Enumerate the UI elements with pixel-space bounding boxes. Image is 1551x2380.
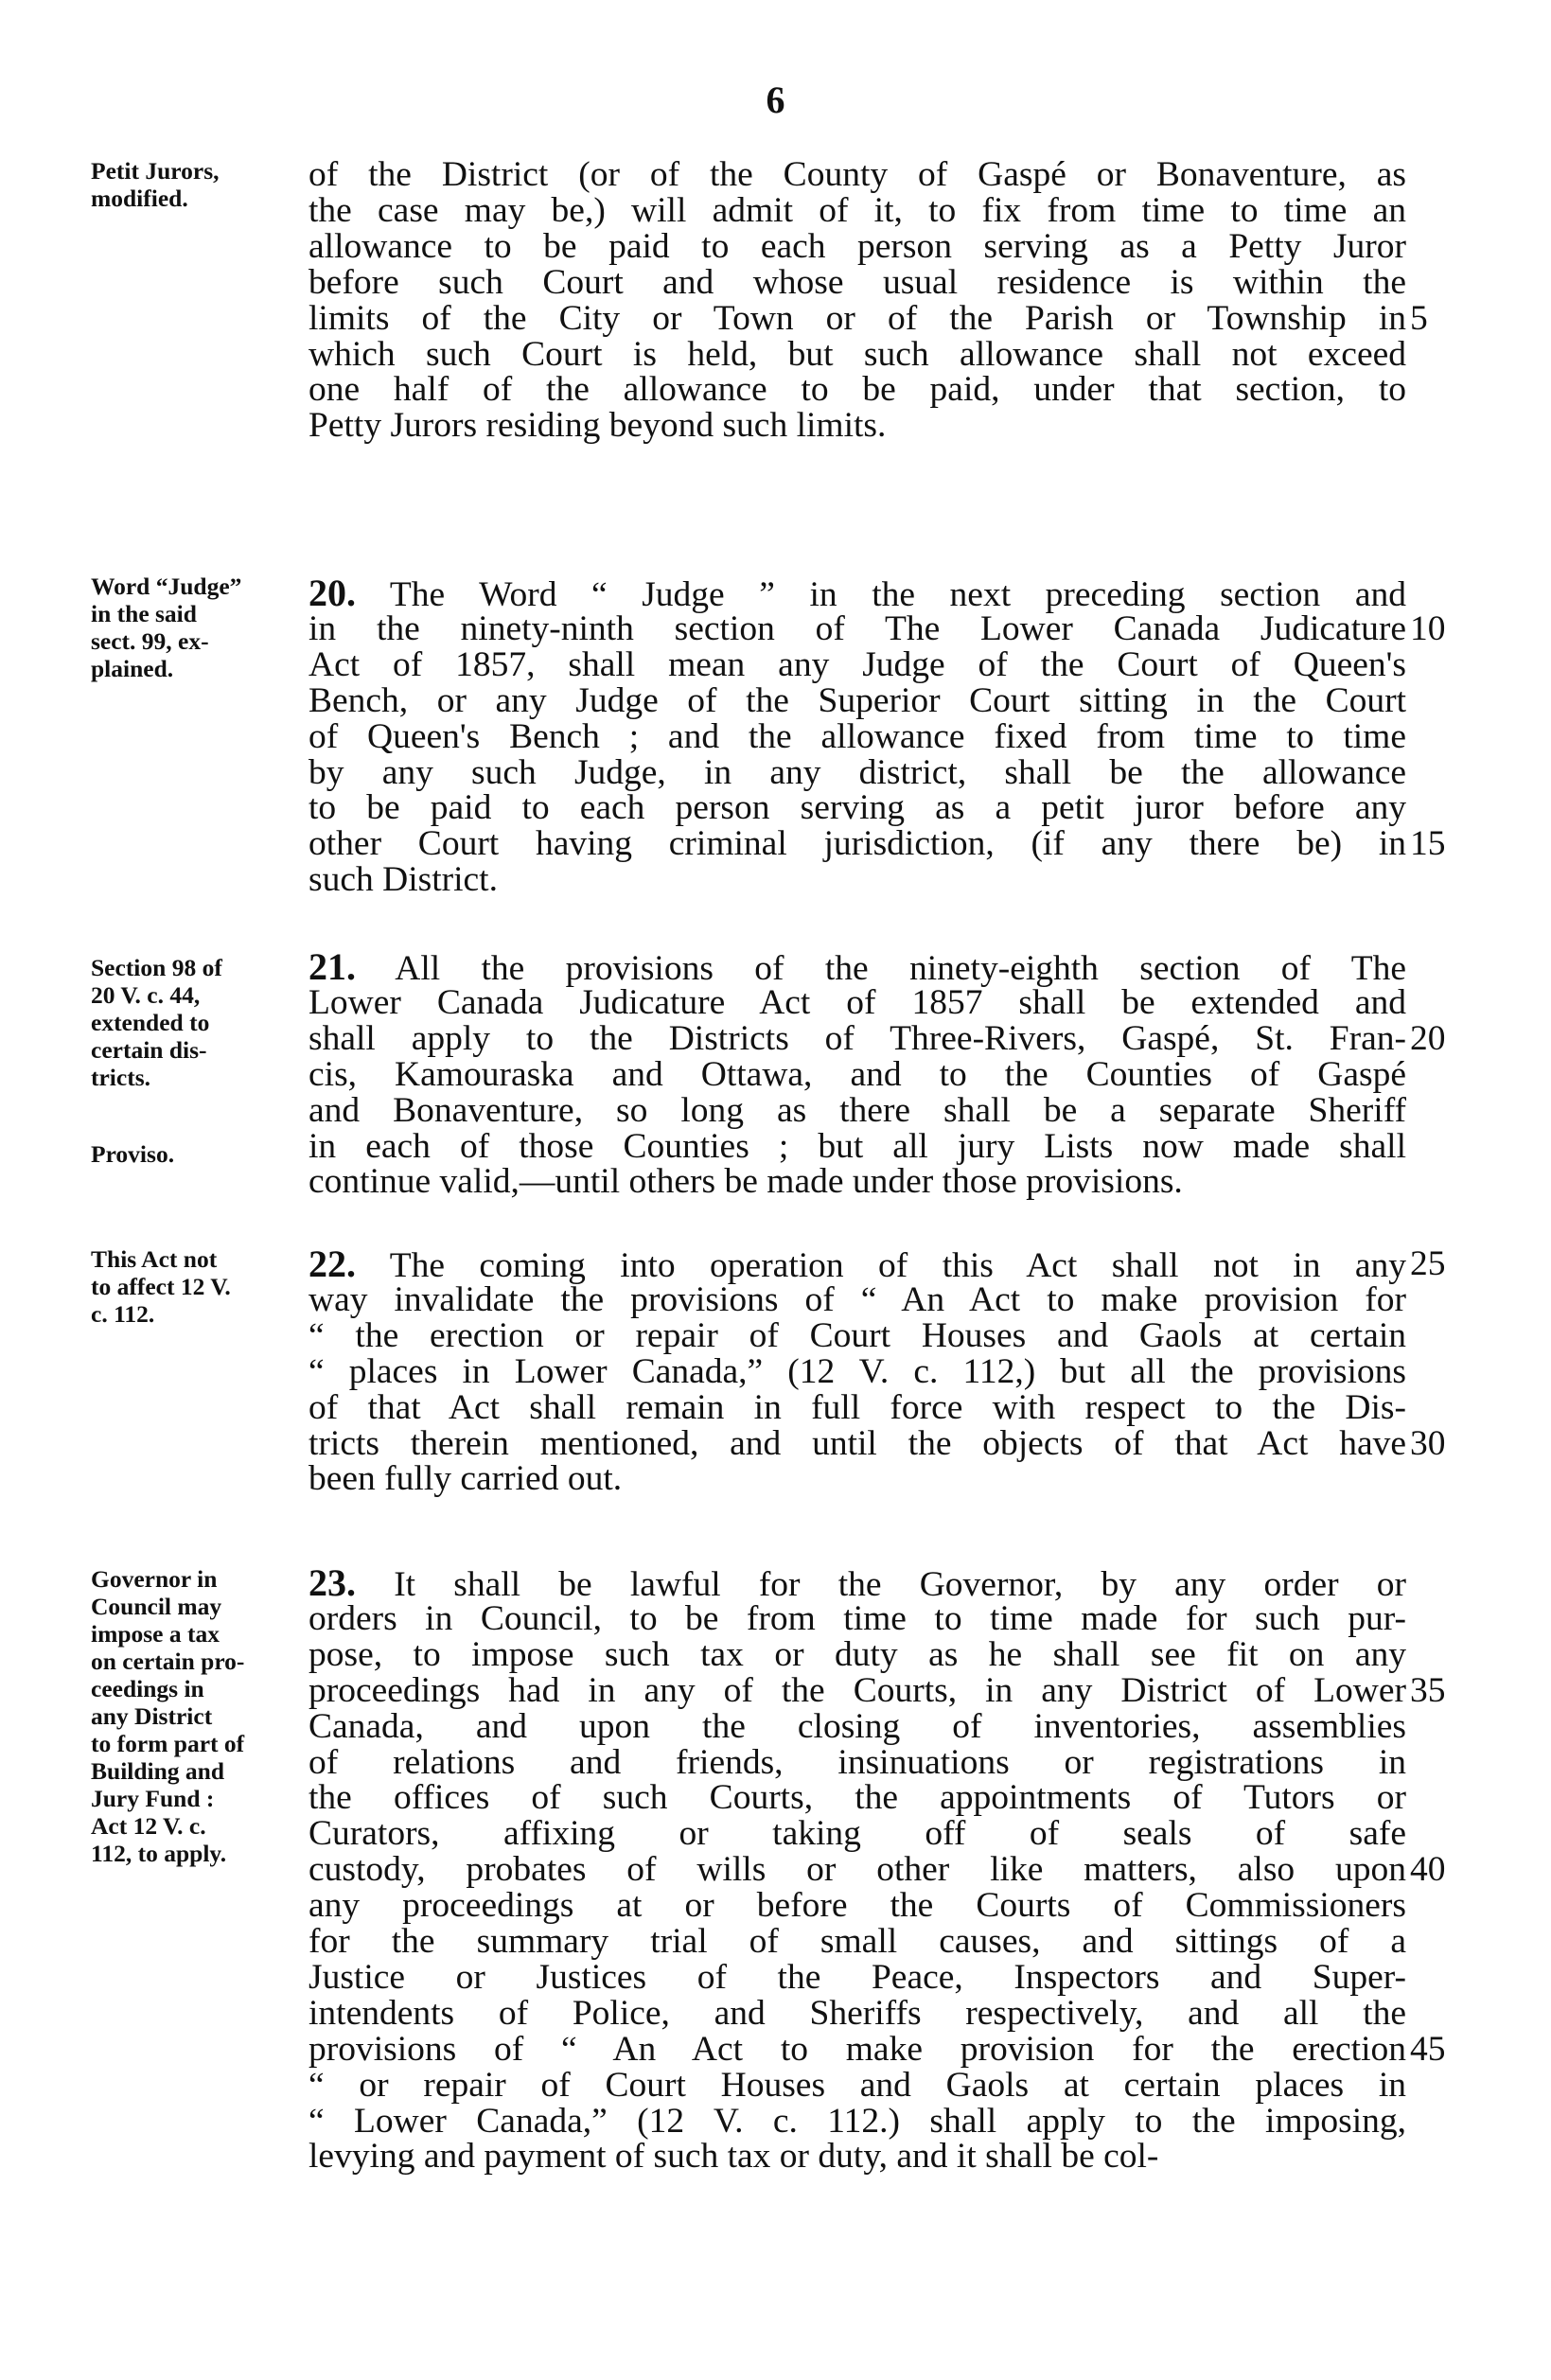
line-number: 10 [1410,608,1446,648]
body-text-line: shall apply to the Districts of Three-Rivers, Gaspé, St. Fran- [308,1018,1406,1058]
margin-note-line: sect. 99, ex- [91,627,209,655]
margin-note [91,1245,285,1328]
line-number: 5 [1410,298,1428,338]
body-text: All the provisions of the ninety-eighth section of The [395,949,1406,988]
body-text-line: Petty Jurors residing beyond such limits. [308,406,887,446]
body-text-line: “ or repair of Court Houses and Gaols at certain places in [308,2065,1406,2105]
body-text-line: Canada, and upon the closing of inventories, assemblies [308,1706,1406,1746]
margin-note-line: on certain pro- [91,1648,245,1675]
body-text-line: Justice or Justices of the Peace, Inspectors and Super- [308,1957,1406,1997]
body-text-line: which such Court is held, but such allowance shall not exceed [308,334,1406,374]
margin-note-line: 20 V. c. 44, [91,981,201,1009]
body-text-line: one half of the allowance to be paid, under that section, to [308,370,1406,410]
line-number: 25 [1410,1244,1446,1283]
line-number: 45 [1410,2029,1446,2069]
body-text-line: in each of those Counties ; but all jury Lists now made shall [308,1126,1406,1166]
body-text-line: “ places in Lower Canada,” (12 V. c. 112,) but all the provisions [308,1351,1406,1391]
body-text-line: in the ninety-ninth section of The Lower Canada Judicature [308,608,1406,648]
margin-note-line: Petit Jurors, [91,157,220,185]
body-text-line: continue valid,—until others be made under those provisions. [308,1162,1183,1202]
body-text-line: cis, Kamouraska and Ottawa, and to the Counties of Gaspé [308,1054,1406,1094]
margin-note-line: extended to [91,1009,210,1036]
margin-note-line: 112, to apply. [91,1840,227,1867]
section-number: 22. [308,1243,356,1285]
margin-note-line: Act 12 V. c. [91,1812,206,1840]
margin-note [91,573,285,682]
section-number: 21. [308,945,356,988]
body-text-line: provisions of “ An Act to make provision for the erection [308,2029,1406,2069]
body-text-line: any proceedings at or before the Courts of Commissioners [308,1886,1406,1926]
body-text-line: pose, to impose such tax or duty as he shall see fit on any [308,1634,1406,1674]
body-text-line: Bench, or any Judge of the Superior Court sitting in the Court [308,680,1406,720]
body-text: The Word “ Judge ” in the next preceding section and [389,575,1406,614]
section-number: 23. [308,1561,356,1604]
margin-note-line: plained. [91,655,174,682]
body-text-line: and Bonaventure, so long as there shall be a separate Sheriff [308,1090,1406,1130]
line-number: 15 [1410,824,1446,864]
section-number: 20. [308,572,356,614]
margin-note-line: c. 112. [91,1300,155,1328]
body-text-line: limits of the City or Town or of the Parish or Township in [308,298,1406,338]
margin-note [91,157,285,212]
body-text-line: of Queen's Bench ; and the allowance fixed from time to time [308,716,1406,756]
margin-note-line: Building and [91,1757,225,1785]
body-text-line: “ the erection or repair of Court Houses and Gaols at certain [308,1315,1406,1355]
body-text-line: the case may be,) will admit of it, to fix from time to time an [308,190,1406,230]
body-text-line: other Court having criminal jurisdiction, (if any there be) in [308,824,1406,864]
body-text: The coming into operation of this Act shall not in any [389,1246,1406,1285]
margin-note-line: Jury Fund : [91,1785,215,1812]
body-text-line: orders in Council, to be from time to time made for such pur- [308,1598,1406,1638]
line-number: 40 [1410,1850,1446,1890]
margin-note-line: modified. [91,185,188,212]
body-text-line: before such Court and whose usual residence is within the [308,262,1406,302]
body-text-line: of the District (or of the County of Gaspé or Bonaventure, as [308,155,1406,194]
body-text-line: to be paid to each person serving as a petit juror before any [308,788,1406,828]
body-text-line: Curators, affixing or taking off of seals of safe [308,1814,1406,1854]
margin-note-line: in the said [91,600,197,627]
margin-note-line: Council may [91,1593,222,1620]
body-text-line: custody, probates of wills or other like matters, also upon [308,1850,1406,1890]
margin-note-line: any District [91,1702,213,1730]
margin-note-line: to form part of [91,1730,245,1757]
margin-note-line: tricts. [91,1064,151,1091]
line-number: 35 [1410,1670,1446,1710]
margin-note-line: Proviso. [91,1140,175,1168]
body-text-line: the offices of such Courts, the appointments of Tutors or [308,1778,1406,1818]
body-text-line: been fully carried out. [308,1459,623,1499]
margin-note-line: certain dis- [91,1036,207,1064]
body-text-line: such District. [308,860,498,900]
margin-note [91,954,285,1091]
margin-note-line: ceedings in [91,1675,204,1702]
body-text-line: allowance to be paid to each person serving as a Petty Juror [308,226,1406,266]
body-text-line: of relations and friends, insinuations or registrations in [308,1742,1406,1782]
body-text-line: levying and payment of such tax or duty, and it shall be col- [308,2137,1159,2177]
line-number: 20 [1410,1018,1446,1058]
margin-note [91,1565,285,1867]
margin-note-line: Governor in [91,1565,218,1593]
line-number: 30 [1410,1423,1446,1463]
margin-note [91,1140,285,1168]
margin-note-line: Word “Judge” [91,573,242,600]
body-text-line: way invalidate the provisions of “ An Act to make provision for [308,1279,1406,1319]
margin-note-line: This Act not [91,1245,218,1273]
body-text-line: by any such Judge, in any district, shall be the allowance [308,752,1406,792]
page-number: 6 [766,79,785,121]
margin-note-line: Section 98 of [91,954,222,981]
body-text-line: proceedings had in any of the Courts, in any District of Lower [308,1670,1406,1710]
body-text-line: for the summary trial of small causes, and sittings of a [308,1922,1406,1961]
body-text-line: tricts therein mentioned, and until the objects of that Act have [308,1423,1406,1463]
body-text-line: Act of 1857, shall mean any Judge of the Court of Queen's [308,644,1406,684]
margin-note-line: to affect 12 V. [91,1273,231,1300]
body-text-line: intendents of Police, and Sheriffs respectively, and all the [308,1993,1406,2033]
body-text: It shall be lawful for the Governor, by any order or [394,1565,1407,1604]
body-text-line: “ Lower Canada,” (12 V. c. 112.) shall apply to the imposing, [308,2101,1406,2141]
margin-note-line: impose a tax [91,1620,220,1648]
body-text-line: Lower Canada Judicature Act of 1857 shall be extended and [308,982,1406,1022]
body-text-line: of that Act shall remain in full force with respect to the Dis- [308,1387,1406,1427]
